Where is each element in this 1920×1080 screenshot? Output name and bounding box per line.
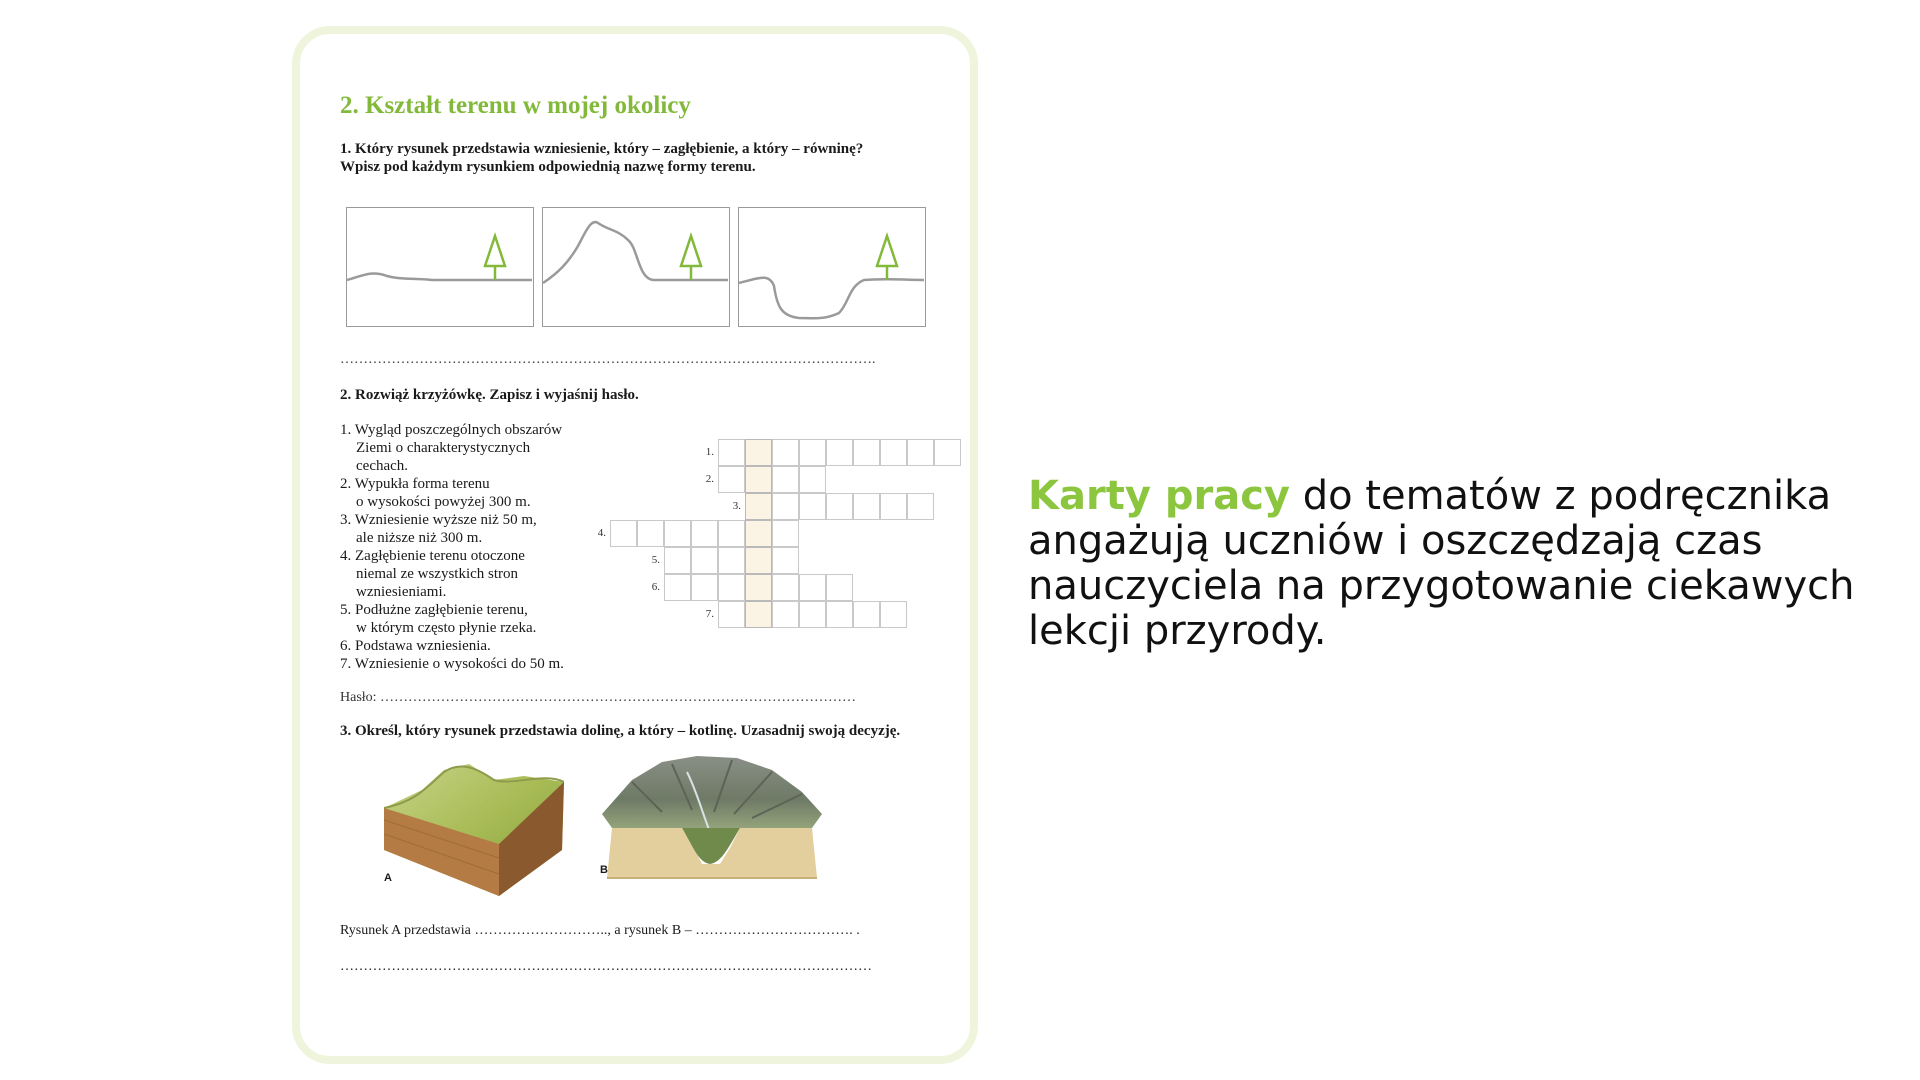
crossword-cell[interactable] <box>799 439 826 466</box>
clue-text-continued: Ziemi o charakterystycznych <box>356 440 531 456</box>
crossword-key-cell[interactable] <box>745 466 772 493</box>
crossword-cell[interactable] <box>880 601 907 628</box>
question-1 <box>340 140 863 176</box>
crossword-cell[interactable] <box>718 439 745 466</box>
crossword-cell[interactable] <box>772 574 799 601</box>
crossword-cell[interactable] <box>664 574 691 601</box>
crossword-key-cell[interactable] <box>745 547 772 574</box>
clue-text-continued: ale niższe niż 300 m. <box>356 530 483 546</box>
answer-line-q1[interactable]: ……………………………………………………………………………………………………. <box>340 352 876 367</box>
crossword-cell[interactable] <box>718 547 745 574</box>
crossword-key-cell[interactable] <box>745 439 772 466</box>
clue-text-continued: w którym często płynie rzeka. <box>356 620 537 636</box>
tree-icon <box>485 236 505 280</box>
clue-text: 3. Wzniesienie wyższe niż 50 m, <box>340 512 537 528</box>
clue-text-continued: cechach. <box>356 458 409 474</box>
crossword-row-number: 7. <box>705 608 714 620</box>
crossword-row-number: 2. <box>705 473 714 485</box>
crossword-cell[interactable] <box>934 439 961 466</box>
crossword-cell[interactable] <box>772 520 799 547</box>
crossword-cell[interactable] <box>826 493 853 520</box>
crossword-clue <box>340 655 600 673</box>
crossword-cell[interactable] <box>826 574 853 601</box>
crossword-row-number: 1. <box>705 446 714 458</box>
tagline-accent: Karty pracy <box>1028 473 1290 519</box>
crossword-cell[interactable] <box>664 520 691 547</box>
crossword-cell[interactable] <box>853 439 880 466</box>
crossword-cell[interactable] <box>772 493 799 520</box>
question-1-line-1: 1. Który rysunek przedstawia wzniesienie, który – zagłębienie, a który – równinę? <box>340 141 864 157</box>
clue-text: 1. Wygląd poszczególnych obszarów <box>340 422 563 438</box>
crossword-key-cell[interactable] <box>745 520 772 547</box>
worksheet-title: 2. Kształt terenu w mojej okolicy <box>340 92 691 119</box>
crossword-cell[interactable] <box>772 601 799 628</box>
tagline-text: do tematów z podręcznika angażują uczniów i oszczędzają czas nauczyciela na przygotowanie ciekawych lekcji przyrody. <box>1028 473 1855 654</box>
answer-line-q3-extra[interactable]: …………………………………………………………………………………………………… <box>340 959 872 974</box>
crossword-row-number: 4. <box>597 527 606 539</box>
tree-icon <box>877 236 897 280</box>
crossword-clue <box>340 511 600 547</box>
crossword-cell[interactable] <box>637 520 664 547</box>
answer-line-q3[interactable]: Rysunek A przedstawia ……………………….., a rysunek B – ……………………………. . <box>340 923 860 938</box>
valley-block-a-image <box>384 758 564 901</box>
crossword-cell[interactable] <box>718 601 745 628</box>
crossword-clue <box>340 547 600 601</box>
crossword-cell[interactable] <box>772 466 799 493</box>
crossword-key-cell[interactable] <box>745 601 772 628</box>
crossword-clue <box>340 601 600 637</box>
crossword-row-number: 5. <box>651 554 660 566</box>
crossword-cell[interactable] <box>826 439 853 466</box>
crossword-cell[interactable] <box>691 520 718 547</box>
crossword-clue <box>340 475 600 511</box>
clue-text-continued: wzniesieniami. <box>356 584 447 600</box>
crossword-cell[interactable] <box>718 466 745 493</box>
crossword-cell[interactable] <box>799 601 826 628</box>
crossword-cell[interactable] <box>880 493 907 520</box>
block-b-label: B <box>600 864 608 876</box>
clue-text: 6. Podstawa wzniesienia. <box>340 638 491 654</box>
crossword-cell[interactable] <box>772 439 799 466</box>
crossword-cell[interactable] <box>718 520 745 547</box>
crossword-cell[interactable] <box>718 574 745 601</box>
block-a-label: A <box>384 872 392 884</box>
crossword-cell[interactable] <box>853 493 880 520</box>
crossword-cell[interactable] <box>610 520 637 547</box>
tree-icon <box>681 236 701 280</box>
terrain-drawing-plain <box>346 207 534 327</box>
crossword-key-cell[interactable] <box>745 574 772 601</box>
crossword-cell[interactable] <box>907 493 934 520</box>
crossword-cell[interactable] <box>826 601 853 628</box>
question-1-line-2: Wpisz pod każdym rysunkiem odpowiednią nazwę formy terenu. <box>340 159 756 175</box>
crossword-cell[interactable] <box>799 493 826 520</box>
crossword-clue <box>340 421 600 475</box>
clue-text: 4. Zagłębienie terenu otoczone <box>340 548 525 564</box>
crossword-row-number: 3. <box>732 500 741 512</box>
crossword-cell[interactable] <box>664 547 691 574</box>
clue-text: 5. Podłużne zagłębienie terenu, <box>340 602 528 618</box>
crossword-cell[interactable] <box>907 439 934 466</box>
crossword-key-cell[interactable] <box>745 493 772 520</box>
crossword-cell[interactable] <box>799 466 826 493</box>
promo-tagline <box>1028 474 1888 654</box>
crossword-cell[interactable] <box>691 574 718 601</box>
crossword-cell[interactable] <box>691 547 718 574</box>
clue-text: 2. Wypukła forma terenu <box>340 476 490 492</box>
crossword-cell[interactable] <box>853 601 880 628</box>
question-2-heading: 2. Rozwiąż krzyżówkę. Zapisz i wyjaśnij hasło. <box>340 387 639 403</box>
crossword-cell[interactable] <box>799 574 826 601</box>
question-3-heading: 3. Określ, który rysunek przedstawia dolinę, a który – kotlinę. Uzasadnij swoją decyzję. <box>340 723 901 739</box>
crossword-row-number: 6. <box>651 581 660 593</box>
valley-block-b-image <box>602 752 822 889</box>
clue-text: 7. Wzniesienie o wysokości do 50 m. <box>340 656 564 672</box>
haslo-line[interactable]: Hasło: ………………………………………………………………………………………… <box>340 690 857 705</box>
crossword-clues <box>340 421 600 673</box>
terrain-drawing-hill <box>542 207 730 327</box>
terrain-drawing-depression <box>738 207 926 327</box>
crossword-cell[interactable] <box>880 439 907 466</box>
crossword-cell[interactable] <box>772 547 799 574</box>
crossword-clue <box>340 637 600 655</box>
clue-text-continued: niemal ze wszystkich stron <box>356 566 519 582</box>
clue-text-continued: o wysokości powyżej 300 m. <box>356 494 531 510</box>
